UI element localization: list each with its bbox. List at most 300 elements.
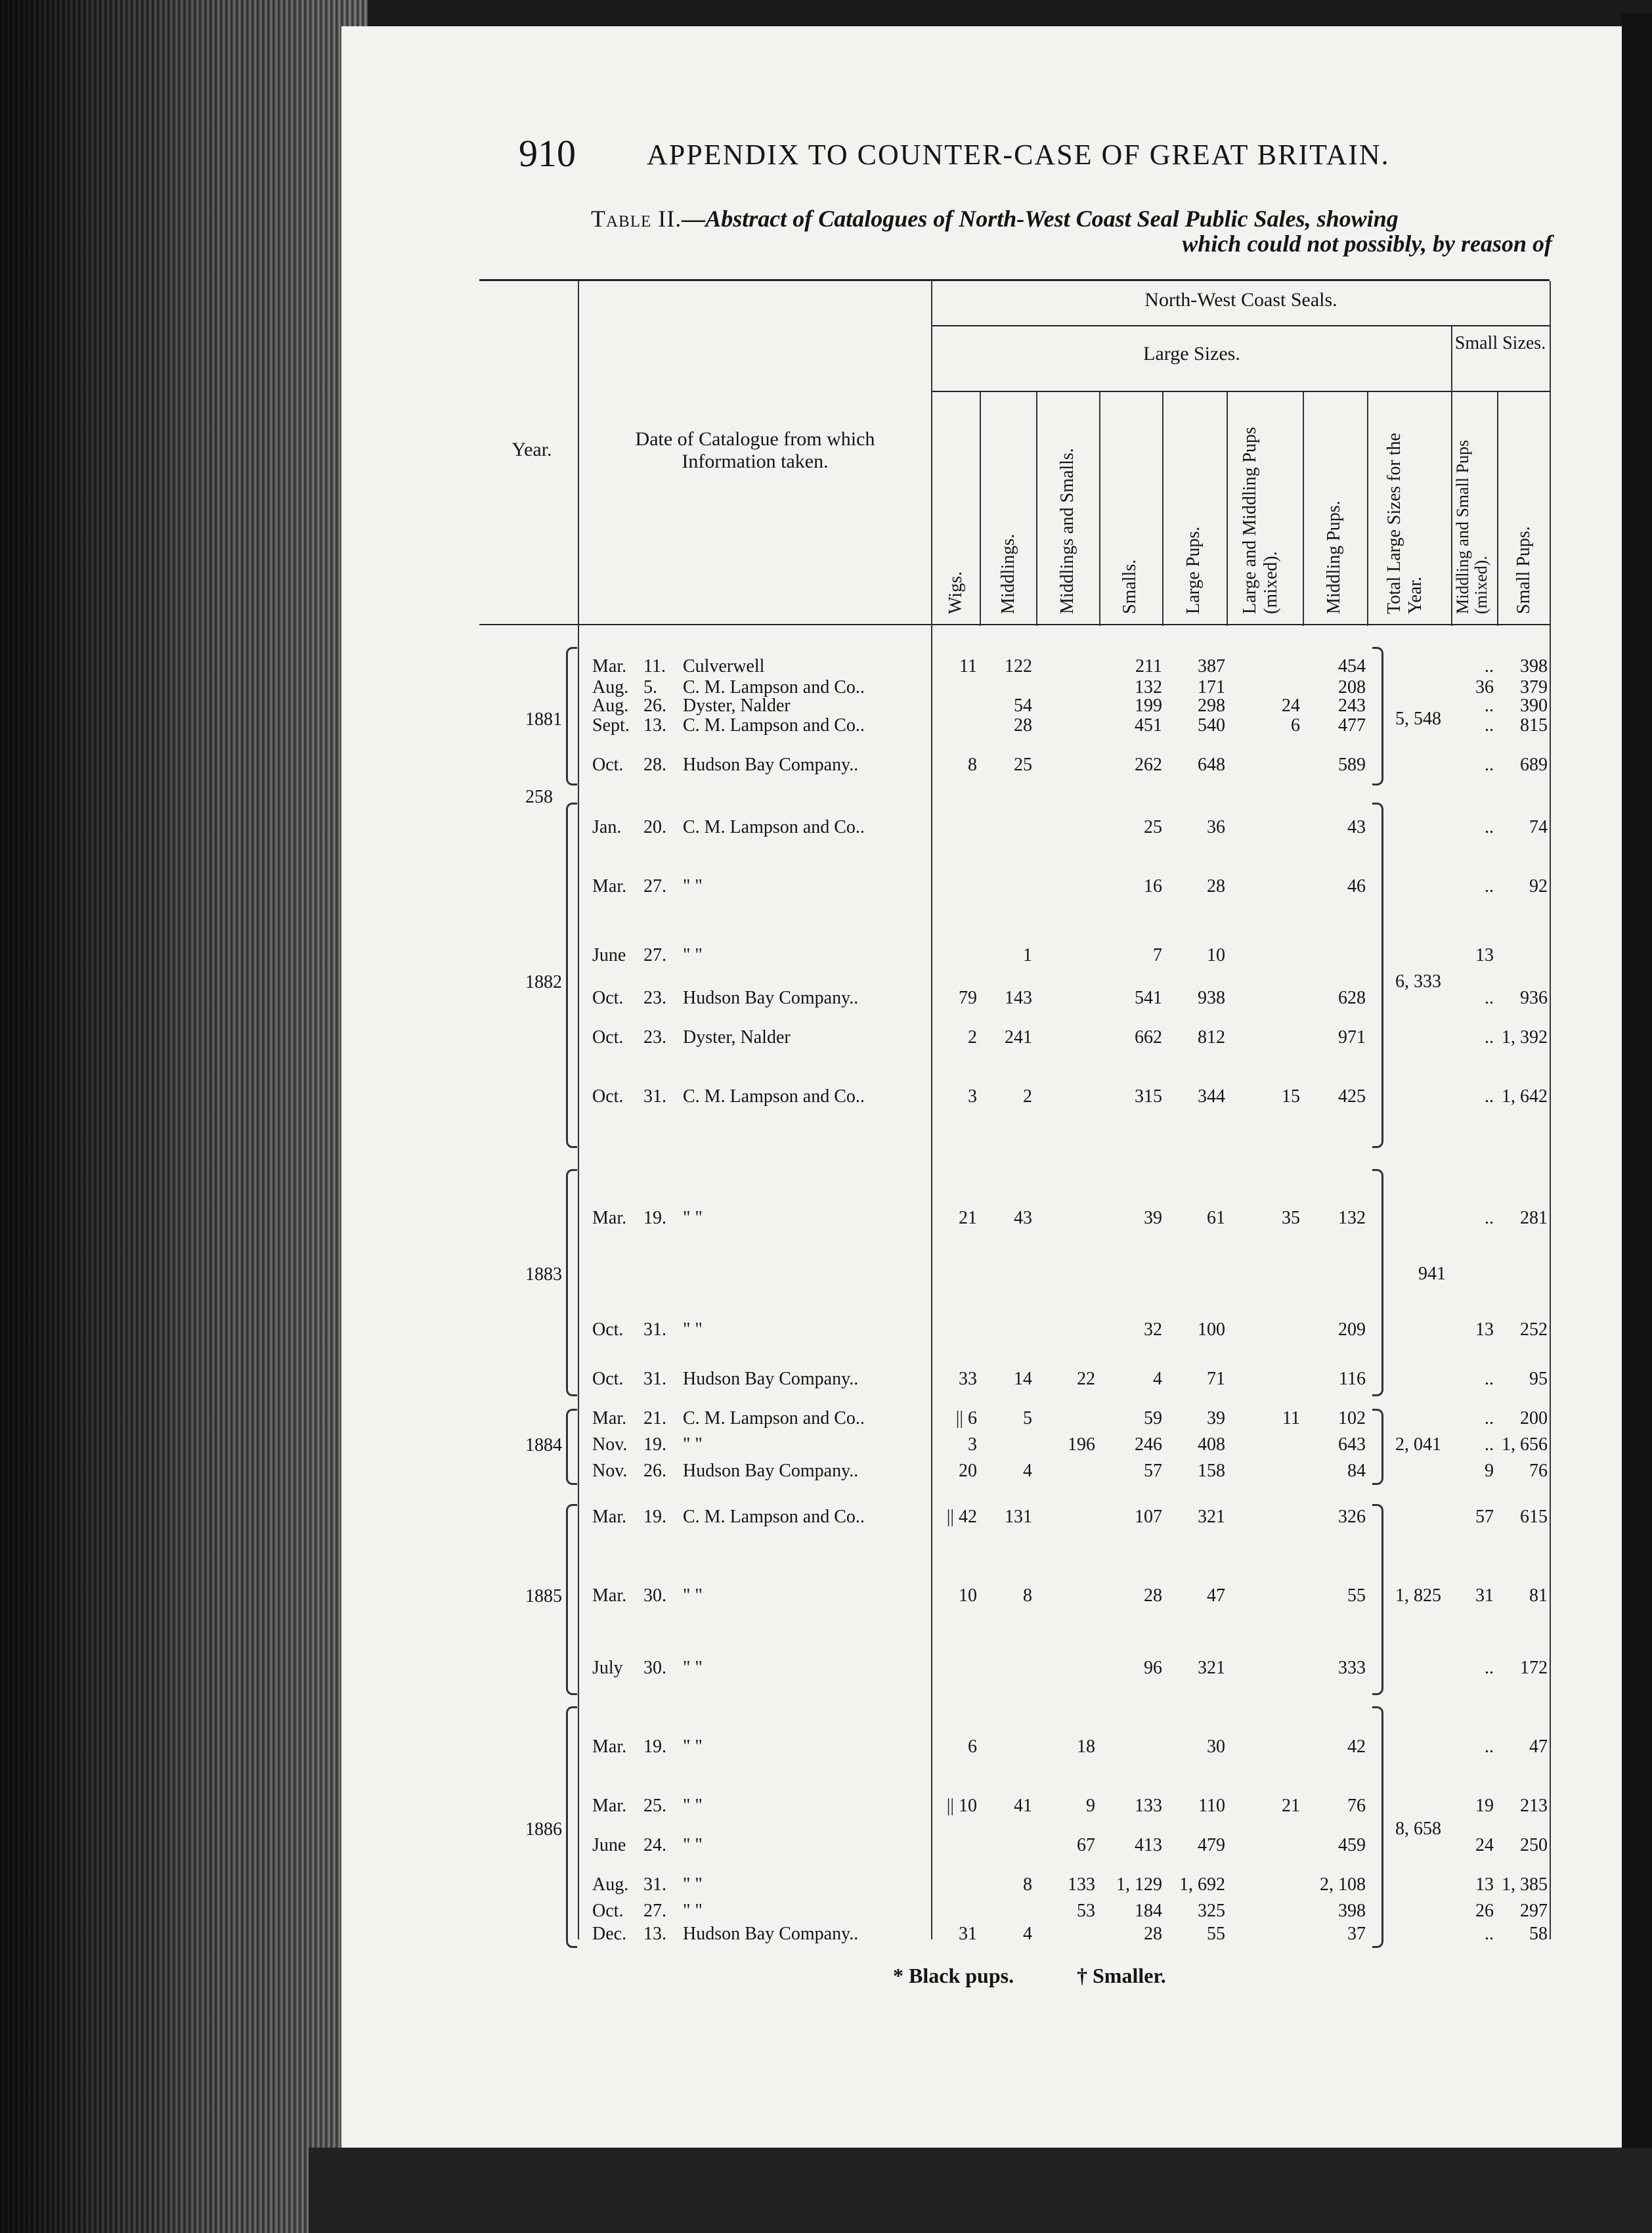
row-month: Mar. bbox=[592, 1736, 627, 1757]
row-msp-value: .. bbox=[1485, 715, 1494, 736]
row-smalls-value: 199 bbox=[1135, 696, 1162, 716]
row-day: 26. bbox=[643, 1461, 666, 1481]
row-sp-value: 92 bbox=[1529, 876, 1548, 896]
row-smalls-value: 16 bbox=[1144, 876, 1162, 896]
row-sp-value: 689 bbox=[1520, 755, 1548, 775]
row-mid-value: 14 bbox=[1014, 1369, 1032, 1389]
row-sp-value: 390 bbox=[1520, 696, 1548, 716]
row-mp-value: 208 bbox=[1338, 677, 1366, 697]
row-smalls-value: 1, 129 bbox=[1116, 1874, 1162, 1895]
row-sp-value: 47 bbox=[1529, 1736, 1548, 1757]
year-label-1882: 1882 bbox=[525, 972, 562, 992]
row-month: Mar. bbox=[592, 876, 627, 896]
row-sp-value: 172 bbox=[1520, 1658, 1548, 1678]
row-smalls-value: 246 bbox=[1135, 1434, 1162, 1455]
row-msp-value: .. bbox=[1485, 1658, 1494, 1678]
running-header: APPENDIX TO COUNTER-CASE OF GREAT BRITAIN. bbox=[647, 139, 1390, 171]
row-month: Jan. bbox=[592, 817, 622, 837]
row-mid-value: 25 bbox=[1014, 755, 1032, 775]
row-month: Mar. bbox=[592, 1585, 627, 1606]
group-rule bbox=[932, 325, 1550, 326]
row-day: 21. bbox=[643, 1408, 666, 1428]
row-msp-value: .. bbox=[1485, 656, 1494, 676]
row-mp-value: 102 bbox=[1338, 1408, 1366, 1428]
total-brace-1883 bbox=[1372, 1169, 1383, 1396]
row-msp-value: .. bbox=[1485, 1369, 1494, 1389]
row-lp-value: 938 bbox=[1198, 988, 1225, 1008]
row-mid-value: 1 bbox=[1023, 945, 1032, 965]
scan-border-bottom bbox=[309, 2148, 1652, 2233]
row-day: 31. bbox=[643, 1369, 666, 1389]
row-day: 30. bbox=[643, 1585, 666, 1606]
table-caption-line1 bbox=[591, 205, 1399, 232]
row-wigs-value: 31 bbox=[959, 1924, 977, 1944]
row-lmp-value: 11 bbox=[1282, 1408, 1300, 1428]
row-msp-value: 9 bbox=[1485, 1461, 1494, 1481]
row-mid-value: 122 bbox=[1005, 656, 1032, 676]
table-caption-line2: which could not possibly, by reason of bbox=[1182, 231, 1552, 257]
header-small-sizes: Small Sizes. bbox=[1454, 333, 1546, 353]
row-ms-value: 22 bbox=[1077, 1369, 1095, 1389]
row-smalls-value: 541 bbox=[1135, 988, 1162, 1008]
row-lp-value: 39 bbox=[1207, 1408, 1225, 1428]
header-middling-small-pups: Middling and Small Pups (mixed). bbox=[1453, 439, 1490, 614]
row-msp-value: .. bbox=[1485, 817, 1494, 837]
row-msp-value: 13 bbox=[1475, 945, 1494, 965]
row-mp-value: 425 bbox=[1338, 1086, 1366, 1107]
row-source: Dyster, Nalder bbox=[683, 1027, 791, 1048]
row-mp-value: 628 bbox=[1338, 988, 1366, 1008]
side-note: 258 bbox=[525, 787, 553, 807]
total-brace-1881 bbox=[1372, 647, 1383, 785]
row-source: " " bbox=[683, 1736, 703, 1757]
col-rule-7 bbox=[1367, 392, 1368, 626]
row-smalls-value: 132 bbox=[1135, 677, 1162, 697]
row-lp-value: 648 bbox=[1198, 755, 1225, 775]
total-brace-1884 bbox=[1372, 1409, 1383, 1485]
row-month: Oct. bbox=[592, 988, 624, 1008]
row-msp-value: 13 bbox=[1475, 1319, 1494, 1340]
row-sp-value: 95 bbox=[1529, 1369, 1548, 1389]
row-sp-value: 379 bbox=[1520, 677, 1548, 697]
footnote-black-pups: * Black pups. bbox=[893, 1964, 1014, 1987]
row-msp-value: .. bbox=[1485, 1408, 1494, 1428]
row-mid-value: 8 bbox=[1023, 1874, 1032, 1895]
col-rule-2 bbox=[1036, 392, 1037, 626]
row-sp-value: 297 bbox=[1520, 1901, 1548, 1921]
col-rule-year bbox=[578, 281, 579, 1939]
row-wigs-value: || 10 bbox=[946, 1796, 977, 1816]
row-smalls-value: 4 bbox=[1153, 1369, 1162, 1389]
row-mp-value: 643 bbox=[1338, 1434, 1366, 1455]
year-label-1881: 1881 bbox=[525, 709, 562, 730]
row-sp-value: 76 bbox=[1529, 1461, 1548, 1481]
row-lp-value: 100 bbox=[1198, 1319, 1225, 1340]
brace-1885 bbox=[566, 1504, 577, 1695]
col-rule-8 bbox=[1451, 326, 1452, 626]
row-day: 31. bbox=[643, 1319, 666, 1340]
header-large-middling-pups: Large and Middling Pups (mixed). bbox=[1240, 427, 1281, 614]
table-caption-text1: —Abstract of Catalogues of North-West Coast Seal Public Sales, showing bbox=[682, 206, 1399, 232]
row-day: 27. bbox=[643, 1901, 666, 1921]
row-mp-value: 477 bbox=[1338, 715, 1366, 736]
row-day: 27. bbox=[643, 876, 666, 896]
row-mp-value: 398 bbox=[1338, 1901, 1366, 1921]
col-rule-end bbox=[1550, 281, 1551, 1939]
row-wigs-value: 79 bbox=[959, 988, 977, 1008]
row-month: Aug. bbox=[592, 677, 629, 697]
row-lp-value: 1, 692 bbox=[1179, 1874, 1225, 1895]
row-mid-value: 2 bbox=[1023, 1086, 1032, 1107]
row-lp-value: 61 bbox=[1207, 1208, 1225, 1228]
row-msp-value: 13 bbox=[1475, 1874, 1494, 1895]
row-mid-value: 28 bbox=[1014, 715, 1032, 736]
row-smalls-value: 262 bbox=[1135, 755, 1162, 775]
row-day: 25. bbox=[643, 1796, 666, 1816]
row-msp-value: .. bbox=[1485, 755, 1494, 775]
row-sp-value: 58 bbox=[1529, 1924, 1548, 1944]
row-mid-value: 4 bbox=[1023, 1461, 1032, 1481]
total-brace-1882 bbox=[1372, 803, 1383, 1148]
row-source: Hudson Bay Company.. bbox=[683, 1924, 859, 1944]
row-smalls-value: 25 bbox=[1144, 817, 1162, 837]
row-wigs-value: 20 bbox=[959, 1461, 977, 1481]
row-ms-value: 9 bbox=[1086, 1796, 1095, 1816]
row-lp-value: 47 bbox=[1207, 1585, 1225, 1606]
row-month: Dec. bbox=[592, 1924, 627, 1944]
row-wigs-value: 2 bbox=[968, 1027, 977, 1048]
row-wigs-value: 3 bbox=[968, 1086, 977, 1107]
row-mp-value: 42 bbox=[1347, 1736, 1366, 1757]
year-label-1885: 1885 bbox=[525, 1586, 562, 1606]
row-ms-value: 18 bbox=[1077, 1736, 1095, 1757]
row-month: Mar. bbox=[592, 1507, 627, 1527]
footnote-smaller: † Smaller. bbox=[1077, 1964, 1166, 1987]
row-sp-value: 200 bbox=[1520, 1408, 1548, 1428]
row-mp-value: 209 bbox=[1338, 1319, 1366, 1340]
row-lp-value: 321 bbox=[1198, 1658, 1225, 1678]
row-source: C. M. Lampson and Co.. bbox=[683, 715, 865, 736]
row-month: July bbox=[592, 1658, 623, 1678]
row-month: Nov. bbox=[592, 1461, 628, 1481]
row-sp-value: 252 bbox=[1520, 1319, 1548, 1340]
row-smalls-value: 59 bbox=[1144, 1408, 1162, 1428]
row-source: " " bbox=[683, 1874, 703, 1895]
row-mid-value: 8 bbox=[1023, 1585, 1032, 1606]
row-msp-value: .. bbox=[1485, 876, 1494, 896]
row-wigs-value: || 42 bbox=[946, 1507, 977, 1527]
row-msp-value: .. bbox=[1485, 1208, 1494, 1228]
row-msp-value: 26 bbox=[1475, 1901, 1494, 1921]
row-lp-value: 71 bbox=[1207, 1369, 1225, 1389]
row-smalls-value: 39 bbox=[1144, 1208, 1162, 1228]
row-smalls-value: 28 bbox=[1144, 1924, 1162, 1944]
row-msp-value: .. bbox=[1485, 1924, 1494, 1944]
row-wigs-value: 11 bbox=[959, 656, 977, 676]
row-mid-value: 4 bbox=[1023, 1924, 1032, 1944]
row-wigs-value: 6 bbox=[968, 1736, 977, 1757]
row-mp-value: 243 bbox=[1338, 696, 1366, 716]
row-month: Oct. bbox=[592, 1901, 624, 1921]
row-source: " " bbox=[683, 1434, 703, 1455]
col-rule-9 bbox=[1497, 392, 1498, 626]
year-total-1882: 6, 333 bbox=[1395, 971, 1441, 992]
row-month: Mar. bbox=[592, 1796, 627, 1816]
row-sp-value: 250 bbox=[1520, 1835, 1548, 1855]
row-day: 24. bbox=[643, 1835, 666, 1855]
row-lmp-value: 15 bbox=[1282, 1086, 1300, 1107]
row-ms-value: 67 bbox=[1077, 1835, 1095, 1855]
row-mp-value: 589 bbox=[1338, 755, 1366, 775]
row-ms-value: 53 bbox=[1077, 1901, 1095, 1921]
row-sp-value: 1, 385 bbox=[1502, 1874, 1548, 1895]
row-ms-value: 196 bbox=[1068, 1434, 1095, 1455]
header-total-large: Total Large Sizes for the Year. bbox=[1384, 433, 1425, 614]
row-month: Mar. bbox=[592, 656, 627, 676]
year-total-1884: 2, 041 bbox=[1395, 1434, 1441, 1455]
row-month: Aug. bbox=[592, 696, 629, 716]
row-mp-value: 116 bbox=[1339, 1369, 1366, 1389]
row-smalls-value: 96 bbox=[1144, 1658, 1162, 1678]
row-source: " " bbox=[683, 1835, 703, 1855]
book-edge-shadow bbox=[0, 0, 368, 2233]
row-smalls-value: 107 bbox=[1135, 1507, 1162, 1527]
page-number: 910 bbox=[519, 132, 576, 175]
header-group: North-West Coast Seals. bbox=[1144, 289, 1337, 311]
year-total-1885: 1, 825 bbox=[1395, 1585, 1441, 1606]
row-mp-value: 55 bbox=[1347, 1585, 1366, 1606]
row-source: " " bbox=[683, 876, 703, 896]
row-day: 19. bbox=[643, 1434, 666, 1455]
year-label-1886: 1886 bbox=[525, 1819, 562, 1840]
header-date: Date of Catalogue from which Information taken. bbox=[635, 428, 875, 472]
row-source: " " bbox=[683, 1319, 703, 1340]
row-source: " " bbox=[683, 1796, 703, 1816]
row-lp-value: 479 bbox=[1198, 1835, 1225, 1855]
row-mid-value: 43 bbox=[1014, 1208, 1032, 1228]
row-month: Oct. bbox=[592, 1027, 624, 1048]
row-mp-value: 43 bbox=[1347, 817, 1366, 837]
row-day: 23. bbox=[643, 988, 666, 1008]
row-msp-value: .. bbox=[1485, 1736, 1494, 1757]
row-month: Oct. bbox=[592, 1369, 624, 1389]
row-ms-value: 133 bbox=[1068, 1874, 1095, 1895]
header-wigs: Wigs. bbox=[946, 571, 966, 614]
row-month: June bbox=[592, 945, 626, 965]
row-msp-value: 36 bbox=[1475, 677, 1494, 697]
row-lmp-value: 6 bbox=[1291, 715, 1300, 736]
year-label-1884: 1884 bbox=[525, 1435, 562, 1455]
sizes-rule bbox=[932, 391, 1550, 392]
brace-1884 bbox=[566, 1409, 577, 1485]
row-lp-value: 10 bbox=[1207, 945, 1225, 965]
row-sp-value: 1, 656 bbox=[1502, 1434, 1548, 1455]
row-lp-value: 158 bbox=[1198, 1461, 1225, 1481]
row-sp-value: 1, 642 bbox=[1502, 1086, 1548, 1107]
row-source: " " bbox=[683, 1208, 703, 1228]
row-lp-value: 408 bbox=[1198, 1434, 1225, 1455]
row-lp-value: 171 bbox=[1198, 677, 1225, 697]
row-month: Mar. bbox=[592, 1208, 627, 1228]
row-day: 26. bbox=[643, 696, 666, 716]
row-mp-value: 2, 108 bbox=[1320, 1874, 1366, 1895]
header-large-pups: Large Pups. bbox=[1183, 526, 1204, 614]
header-large-sizes: Large Sizes. bbox=[1143, 343, 1240, 365]
row-msp-value: 24 bbox=[1475, 1835, 1494, 1855]
brace-1881 bbox=[566, 647, 577, 785]
row-wigs-value: 33 bbox=[959, 1369, 977, 1389]
row-day: 27. bbox=[643, 945, 666, 965]
row-smalls-value: 32 bbox=[1144, 1319, 1162, 1340]
header-bottom-rule bbox=[479, 624, 1550, 625]
row-mid-value: 143 bbox=[1005, 988, 1032, 1008]
row-sp-value: 281 bbox=[1520, 1208, 1548, 1228]
row-source: Culverwell bbox=[683, 656, 765, 676]
row-mp-value: 37 bbox=[1347, 1924, 1366, 1944]
brace-1886 bbox=[566, 1706, 577, 1948]
header-smalls: Smalls. bbox=[1119, 559, 1140, 614]
header-middlings-smalls: Middlings and Smalls. bbox=[1057, 448, 1077, 614]
row-source: C. M. Lampson and Co.. bbox=[683, 1408, 865, 1428]
row-mp-value: 971 bbox=[1338, 1027, 1366, 1048]
row-msp-value: .. bbox=[1485, 988, 1494, 1008]
col-rule-5 bbox=[1227, 392, 1228, 626]
row-day: 13. bbox=[643, 715, 666, 736]
row-day: 5. bbox=[643, 677, 657, 697]
row-day: 31. bbox=[643, 1086, 666, 1107]
row-sp-value: 936 bbox=[1520, 988, 1548, 1008]
header-middling-pups: Middling Pups. bbox=[1324, 500, 1344, 614]
row-wigs-value: 10 bbox=[959, 1585, 977, 1606]
row-smalls-value: 57 bbox=[1144, 1461, 1162, 1481]
row-sp-value: 213 bbox=[1520, 1796, 1548, 1816]
row-smalls-value: 315 bbox=[1135, 1086, 1162, 1107]
year-total-1883: 941 bbox=[1418, 1264, 1446, 1284]
row-lp-value: 55 bbox=[1207, 1924, 1225, 1944]
row-msp-value: .. bbox=[1485, 696, 1494, 716]
row-wigs-value: 21 bbox=[959, 1208, 977, 1228]
brace-1883 bbox=[566, 1169, 577, 1396]
row-smalls-value: 662 bbox=[1135, 1027, 1162, 1048]
row-wigs-value: || 6 bbox=[955, 1408, 977, 1428]
row-lmp-value: 24 bbox=[1282, 696, 1300, 716]
row-source: C. M. Lampson and Co.. bbox=[683, 677, 865, 697]
row-mid-value: 41 bbox=[1014, 1796, 1032, 1816]
row-msp-value: .. bbox=[1485, 1086, 1494, 1107]
row-smalls-value: 451 bbox=[1135, 715, 1162, 736]
row-lp-value: 387 bbox=[1198, 656, 1225, 676]
row-month: Aug. bbox=[592, 1874, 629, 1895]
row-month: Oct. bbox=[592, 1086, 624, 1107]
row-source: Hudson Bay Company.. bbox=[683, 988, 859, 1008]
row-wigs-value: 8 bbox=[968, 755, 977, 775]
row-day: 19. bbox=[643, 1507, 666, 1527]
row-msp-value: .. bbox=[1485, 1434, 1494, 1455]
row-lp-value: 344 bbox=[1198, 1086, 1225, 1107]
row-smalls-value: 211 bbox=[1135, 656, 1162, 676]
row-smalls-value: 133 bbox=[1135, 1796, 1162, 1816]
row-mp-value: 76 bbox=[1347, 1796, 1366, 1816]
row-sp-value: 615 bbox=[1520, 1507, 1548, 1527]
row-source: " " bbox=[683, 1585, 703, 1606]
year-total-1881: 5, 548 bbox=[1395, 709, 1441, 729]
col-rule-6 bbox=[1303, 392, 1304, 626]
row-month: Nov. bbox=[592, 1434, 628, 1455]
row-source: Hudson Bay Company.. bbox=[683, 1461, 859, 1481]
row-month: Oct. bbox=[592, 1319, 624, 1340]
header-small-pups: Small Pups. bbox=[1513, 526, 1534, 614]
col-rule-3 bbox=[1099, 392, 1100, 626]
row-lp-value: 28 bbox=[1207, 876, 1225, 896]
row-msp-value: 31 bbox=[1475, 1585, 1494, 1606]
row-mp-value: 333 bbox=[1338, 1658, 1366, 1678]
row-lp-value: 30 bbox=[1207, 1736, 1225, 1757]
row-mp-value: 84 bbox=[1347, 1461, 1366, 1481]
row-smalls-value: 7 bbox=[1153, 945, 1162, 965]
total-brace-1885 bbox=[1372, 1504, 1383, 1695]
row-lp-value: 540 bbox=[1198, 715, 1225, 736]
row-day: 11. bbox=[643, 656, 666, 676]
row-mp-value: 459 bbox=[1338, 1835, 1366, 1855]
row-source: " " bbox=[683, 1658, 703, 1678]
row-day: 19. bbox=[643, 1208, 666, 1228]
row-mp-value: 454 bbox=[1338, 656, 1366, 676]
row-mp-value: 46 bbox=[1347, 876, 1366, 896]
row-month: Oct. bbox=[592, 755, 624, 775]
row-smalls-value: 28 bbox=[1144, 1585, 1162, 1606]
row-smalls-value: 184 bbox=[1135, 1901, 1162, 1921]
year-label-1883: 1883 bbox=[525, 1264, 562, 1285]
row-lp-value: 110 bbox=[1198, 1796, 1225, 1816]
row-month: Sept. bbox=[592, 715, 630, 736]
row-lp-value: 812 bbox=[1198, 1027, 1225, 1048]
row-mid-value: 5 bbox=[1023, 1408, 1032, 1428]
row-source: C. M. Lampson and Co.. bbox=[683, 1507, 865, 1527]
row-day: 30. bbox=[643, 1658, 666, 1678]
header-year: Year. bbox=[511, 439, 552, 460]
table-top-rule bbox=[479, 279, 1550, 281]
row-day: 23. bbox=[643, 1027, 666, 1048]
header-middlings: Middlings. bbox=[998, 533, 1018, 614]
col-rule-1 bbox=[980, 392, 981, 626]
table-caption-lead: Table II. bbox=[591, 206, 682, 232]
col-rule-date bbox=[931, 281, 932, 1939]
row-lp-value: 325 bbox=[1198, 1901, 1225, 1921]
row-source: C. M. Lampson and Co.. bbox=[683, 1086, 865, 1107]
row-source: " " bbox=[683, 945, 703, 965]
row-sp-value: 81 bbox=[1529, 1585, 1548, 1606]
row-mp-value: 326 bbox=[1338, 1507, 1366, 1527]
row-mp-value: 132 bbox=[1338, 1208, 1366, 1228]
row-msp-value: .. bbox=[1485, 1027, 1494, 1048]
row-day: 19. bbox=[643, 1736, 666, 1757]
row-lp-value: 321 bbox=[1198, 1507, 1225, 1527]
row-source: Hudson Bay Company.. bbox=[683, 1369, 859, 1389]
row-msp-value: 19 bbox=[1475, 1796, 1494, 1816]
total-brace-1886 bbox=[1372, 1706, 1383, 1948]
scan-border-right bbox=[1622, 13, 1652, 2233]
row-source: Dyster, Nalder bbox=[683, 696, 791, 716]
row-month: Mar. bbox=[592, 1408, 627, 1428]
year-total-1886: 8, 658 bbox=[1395, 1819, 1441, 1839]
row-lmp-value: 21 bbox=[1282, 1796, 1300, 1816]
brace-1882 bbox=[566, 803, 577, 1148]
row-sp-value: 815 bbox=[1520, 715, 1548, 736]
row-day: 28. bbox=[643, 755, 666, 775]
row-source: C. M. Lampson and Co.. bbox=[683, 817, 865, 837]
row-lmp-value: 35 bbox=[1282, 1208, 1300, 1228]
row-mid-value: 131 bbox=[1005, 1507, 1032, 1527]
